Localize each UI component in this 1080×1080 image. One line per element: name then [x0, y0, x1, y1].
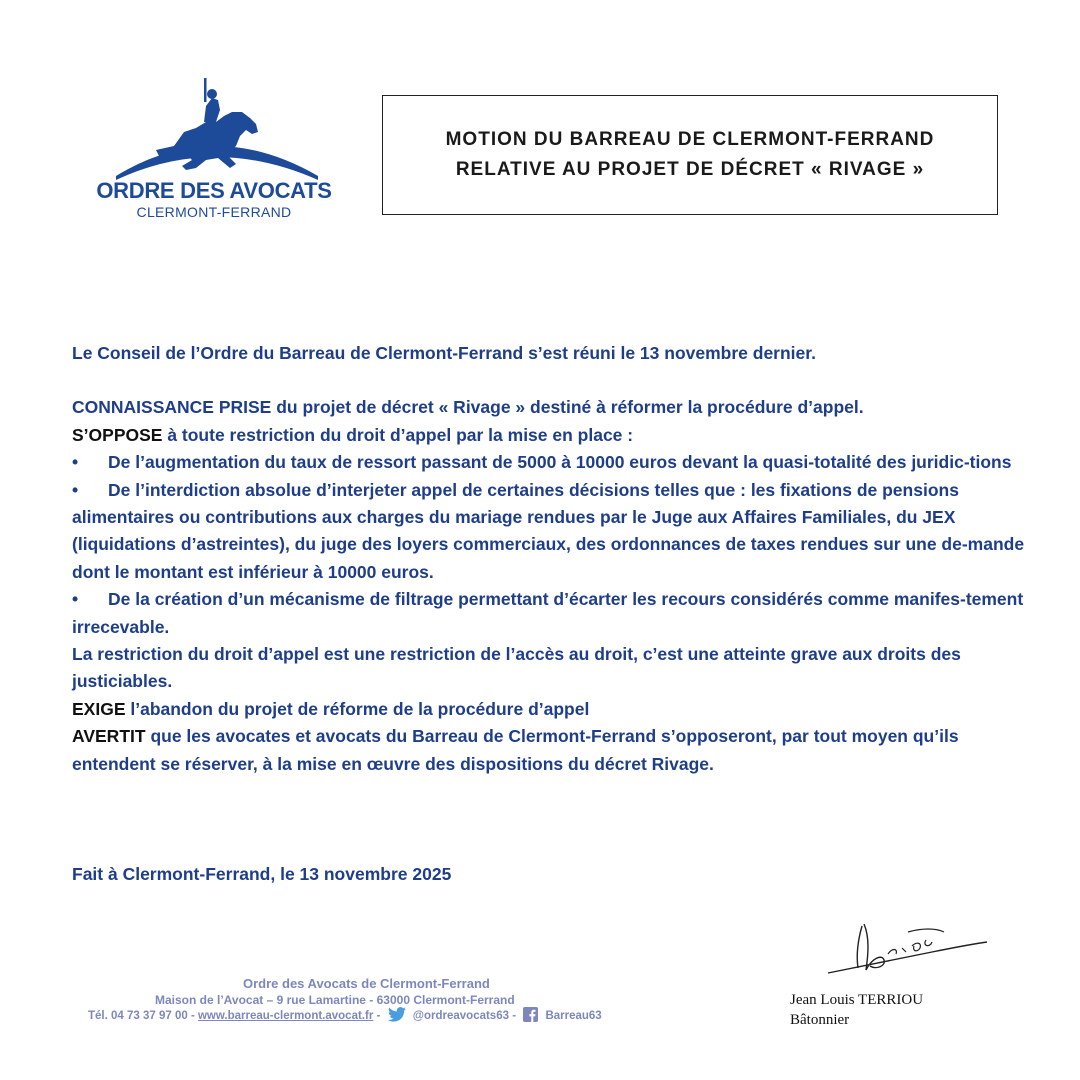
- twitter-handle[interactable]: @ordreavocats63 -: [412, 1010, 517, 1022]
- exige-text: l’abandon du projet de réforme de la procédure d’appel: [125, 698, 590, 719]
- exige-keyword: EXIGE: [72, 698, 126, 719]
- footer-org: Ordre des Avocats de Clermont-Ferrand: [243, 976, 490, 991]
- avertit-keyword: AVERTIT: [72, 726, 146, 747]
- restriction-paragraph: La restriction du droit d’appel est une restriction de l’accès au droit, c’est une atteinte grave aux droits des justiciables.: [72, 644, 961, 692]
- bullet-item: [72, 477, 1032, 587]
- connaissance-paragraph: CONNAISSANCE PRISE du projet de décret « Rivage » destiné à réformer la procédure d’appel.: [72, 397, 864, 418]
- oppose-paragraph: [72, 422, 1032, 449]
- footer-separator: -: [376, 1010, 381, 1022]
- signature-scribble-icon: [822, 918, 992, 980]
- avertit-text: que les avocates et avocats du Barreau de Clermont-Ferrand s’opposeront, par tout moyen qu’ils entendent se réserver, à la mise en œuvre des dispositions du décret Rivage.: [72, 726, 959, 774]
- logo: [86, 76, 342, 226]
- title-line-1: MOTION DU BARREAU DE CLERMONT-FERRAND: [445, 129, 935, 150]
- bullet-icon: •: [72, 589, 79, 610]
- motion-body: [72, 340, 1032, 778]
- bullet-icon: •: [72, 452, 79, 473]
- horseman-emblem-icon: [86, 76, 342, 188]
- bullet-text: De l’interdiction absolue d’interjeter appel de certaines décisions telles que : les fixations de pensions alimentaires ou contributions aux charges du mariage rendues par le Juge aux Affaires Familiales, du JEX (liquidations d’astreintes), du juge des loyers commerciaux, des ordonnances de taxes rendues sur une de-mande dont le montant est inférieur à 10000 euros.: [72, 479, 1025, 582]
- bullet-text: De l’augmentation du taux de ressort passant de 5000 à 10000 euros devant la quasi-totalité des juridic-tions: [108, 452, 1012, 473]
- bullet-text: De la création d’un mécanisme de filtrage permettant d’écarter les recours considérés comme manifes-tement irrecevable.: [72, 589, 1024, 637]
- logo-subtitle: CLERMONT-FERRAND: [136, 204, 292, 220]
- footer-contacts: [88, 1007, 602, 1028]
- signatory-name: Jean Louis TERRIOU: [790, 992, 924, 1008]
- intro-paragraph: Le Conseil de l’Ordre du Barreau de Clermont-Ferrand s’est réuni le 13 novembre dernier.: [72, 343, 816, 363]
- title-line-2: RELATIVE AU PROJET DE DÉCRET « RIVAGE »: [455, 159, 925, 180]
- logo-title: ORDRE DES AVOCATS: [96, 178, 332, 203]
- signature-block: [790, 990, 923, 1030]
- website-link[interactable]: www.barreau-clermont.avocat.fr: [197, 1010, 374, 1022]
- bullet-item: [72, 586, 1032, 641]
- date-place-line: Fait à Clermont-Ferrand, le 13 novembre 2025: [72, 864, 452, 884]
- facebook-icon[interactable]: [523, 1007, 538, 1028]
- footer-phone: Tél. 04 73 37 97 00 -: [88, 1010, 195, 1022]
- facebook-page[interactable]: Barreau63: [545, 1010, 602, 1022]
- oppose-text: à toute restriction du droit d’appel par la mise en place :: [162, 424, 634, 445]
- avertit-paragraph: [72, 723, 1032, 778]
- bullet-icon: •: [72, 479, 79, 500]
- footer-address: Maison de l’Avocat – 9 rue Lamartine - 63000 Clermont-Ferrand: [155, 993, 515, 1007]
- oppose-keyword: S’OPPOSE: [72, 424, 163, 445]
- twitter-icon[interactable]: [388, 1007, 406, 1028]
- document-title-box: [382, 95, 998, 215]
- signatory-role: Bâtonnier: [790, 1012, 850, 1028]
- bullet-item: [72, 449, 1032, 476]
- exige-paragraph: [72, 696, 1032, 723]
